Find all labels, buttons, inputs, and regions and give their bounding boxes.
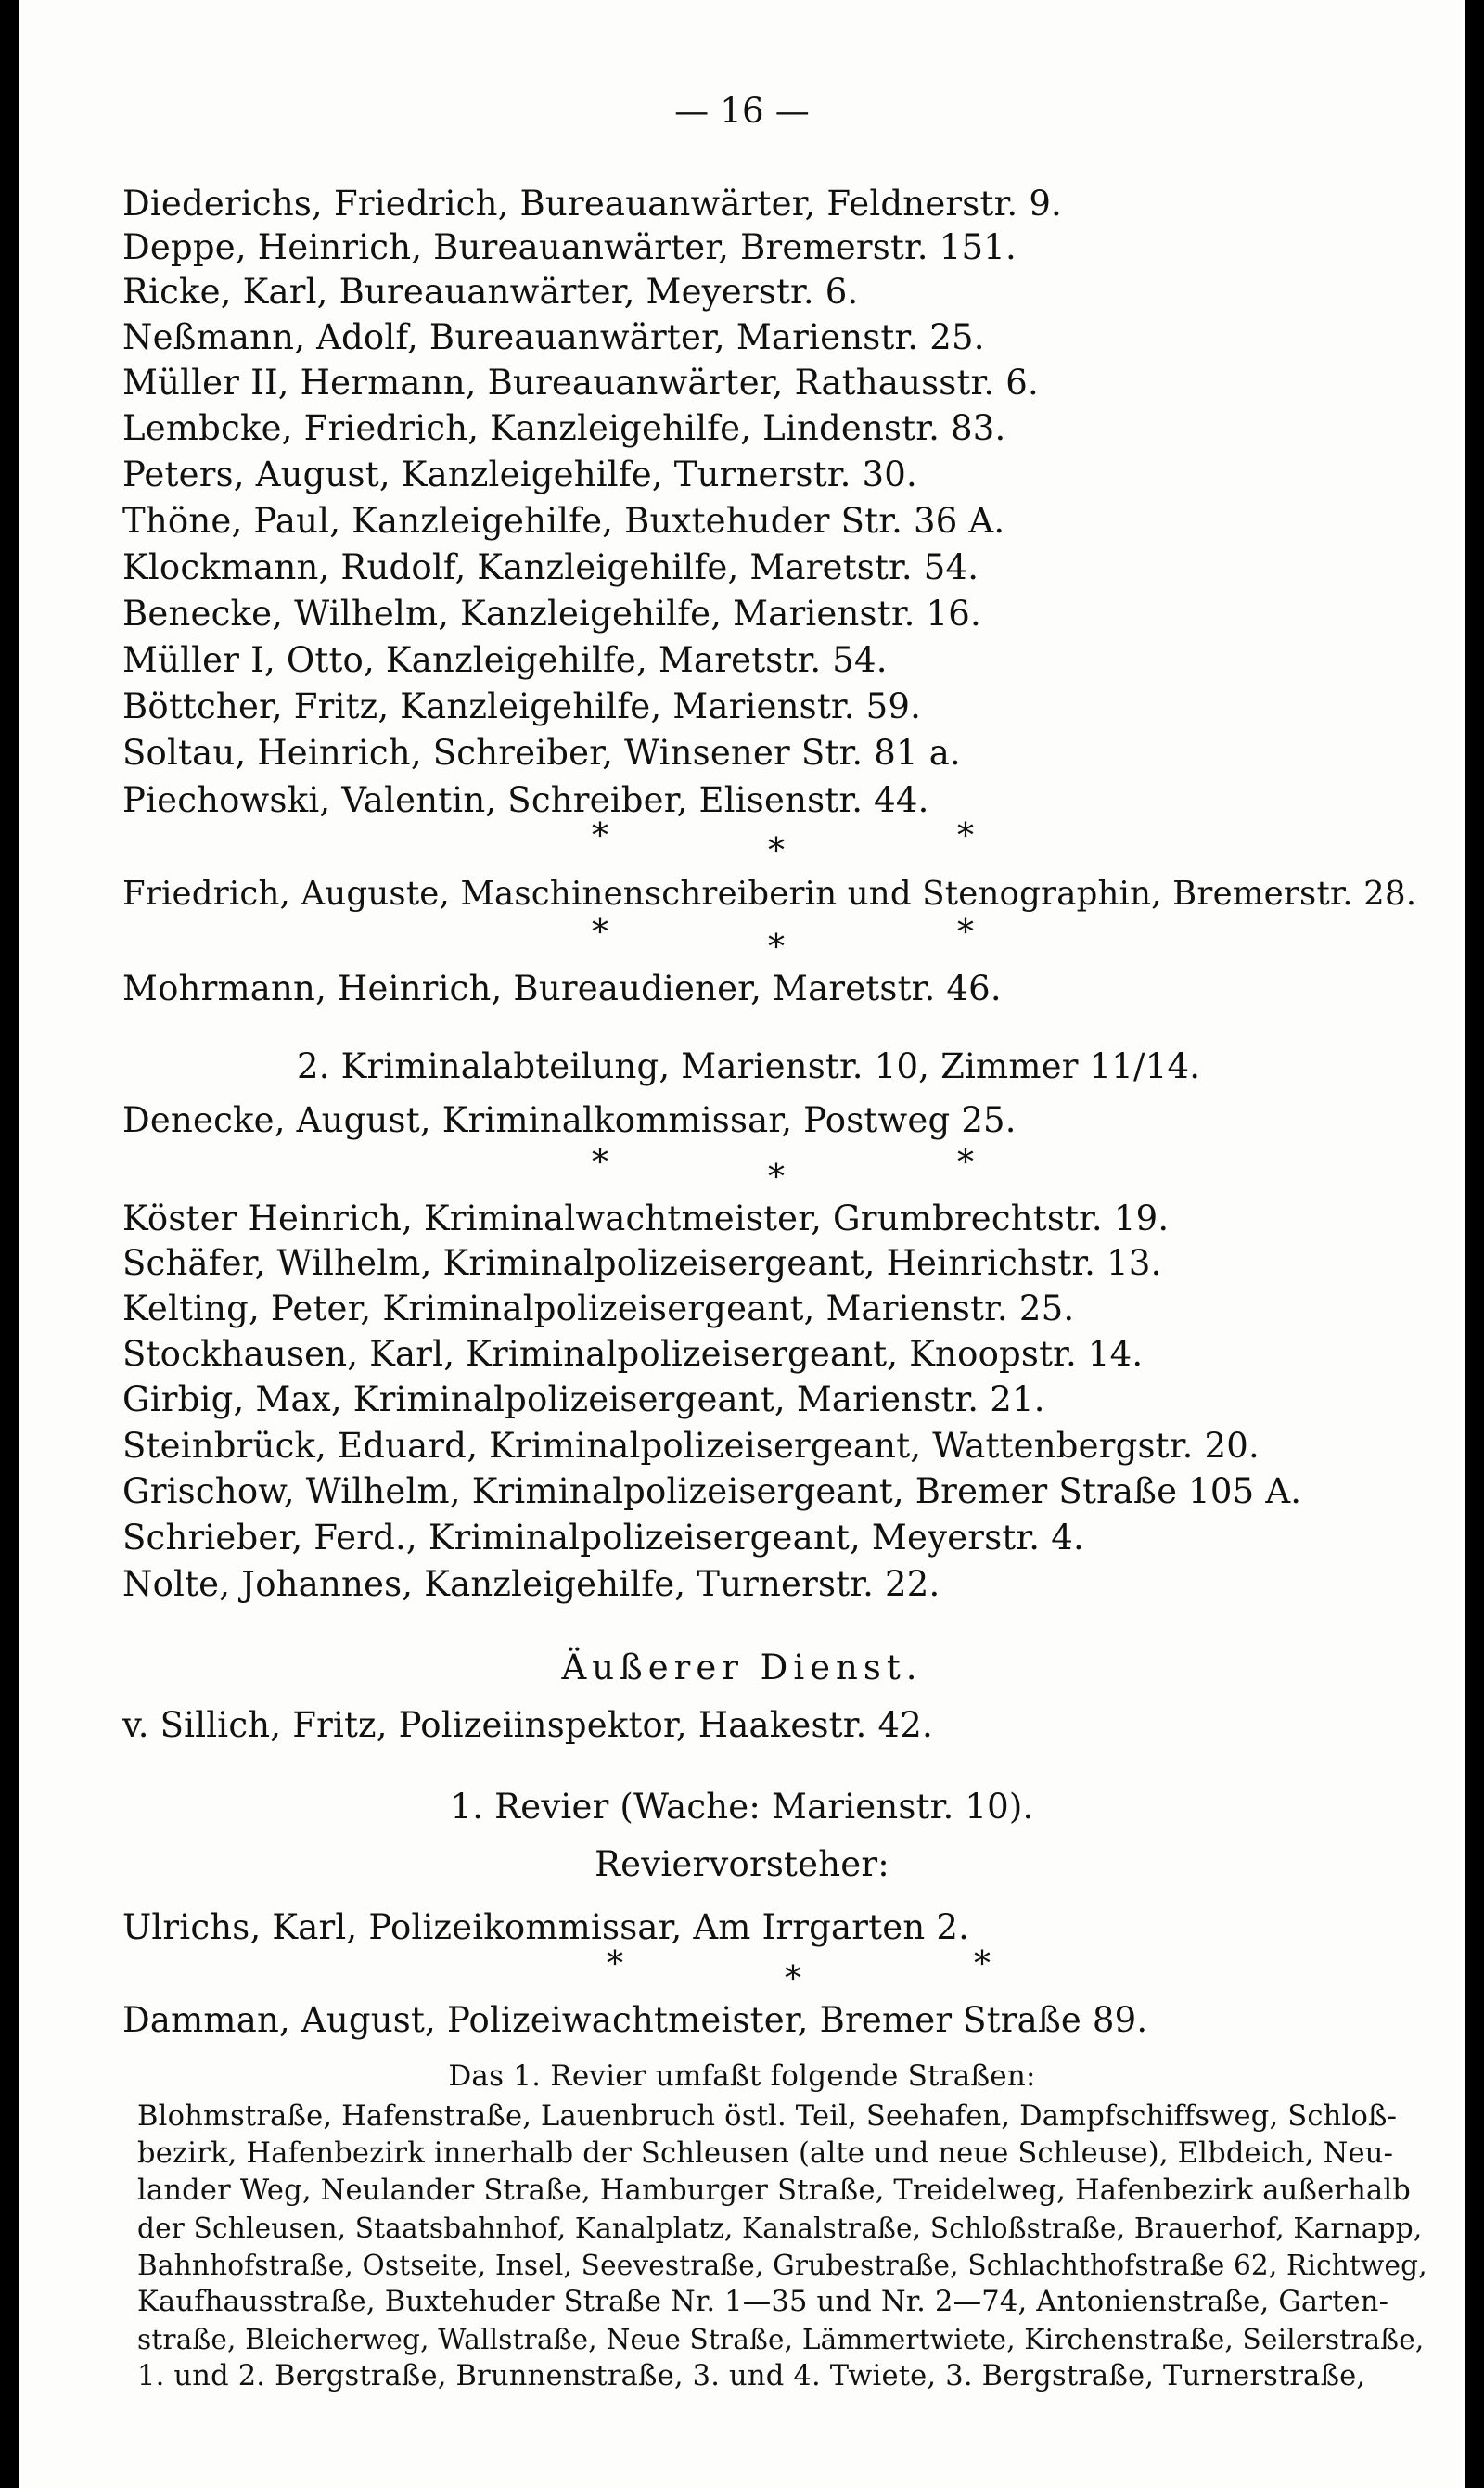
entry-line: Peters, August, Kanzleigehilfe, Turnerstr. 30.: [122, 455, 917, 494]
entry-line: v. Sillich, Fritz, Polizeiinspektor, Haakestr. 42.: [122, 1705, 933, 1745]
entry-line: Kelting, Peter, Kriminalpolizeisergeant, Marienstr. 25.: [122, 1289, 1075, 1328]
note-line: straße, Bleicherweg, Wallstraße, Neue Straße, Lämmertwiete, Kirchenstraße, Seilerstraße,: [137, 2324, 1425, 2355]
asterism-star: *: [974, 1945, 991, 1983]
entry-line: Böttcher, Fritz, Kanzleigehilfe, Marienstr. 59.: [122, 686, 922, 726]
asterism-divider: [19, 1144, 1465, 1197]
entry-line: Ricke, Karl, Bureauanwärter, Meyerstr. 6.: [122, 272, 859, 312]
entry-line: Diederichs, Friedrich, Bureauanwärter, Feldnerstr. 9.: [122, 184, 1063, 224]
entry-line: Denecke, August, Kriminalkommissar, Postweg 25.: [122, 1100, 1017, 1140]
entry-line: Schrieber, Ferd., Kriminalpolizeisergeant, Meyerstr. 4.: [122, 1518, 1084, 1558]
entry-line: Köster Heinrich, Kriminalwachtmeister, Grumbrechtstr. 19.: [122, 1199, 1170, 1238]
entry-line: Lembcke, Friedrich, Kanzleigehilfe, Lindenstr. 83.: [122, 408, 1006, 448]
entry-line: Soltau, Heinrich, Schreiber, Winsener Str. 81 a.: [122, 733, 961, 773]
asterism-star: *: [768, 832, 785, 870]
note-title: Das 1. Revier umfaßt folgende Straßen:: [448, 2059, 1036, 2093]
note-line: bezirk, Hafenbezirk innerhalb der Schleusen (alte und neue Schleuse), Elbdeich, Neu-: [137, 2137, 1394, 2170]
page-number: — 16 —: [674, 91, 810, 131]
entry-line: Steinbrück, Eduard, Kriminalpolizeisergeant, Wattenbergstr. 20.: [122, 1426, 1260, 1466]
entry-line: Neßmann, Adolf, Bureauanwärter, Marienstr. 25.: [122, 317, 985, 357]
asterism-star: *: [957, 817, 974, 855]
note-line: Kaufhausstraße, Buxtehuder Straße Nr. 1—35 und Nr. 2—74, Antonienstraße, Garten-: [137, 2286, 1389, 2318]
asterism-divider: [19, 817, 1465, 870]
entry-line: Nolte, Johannes, Kanzleigehilfe, Turnerstr. 22.: [122, 1564, 940, 1604]
section-heading: 2. Kriminalabteilung, Marienstr. 10, Zimmer 11/14.: [297, 1046, 1201, 1086]
asterism-star: *: [592, 1144, 608, 1182]
entry-line: Piechowski, Valentin, Schreiber, Elisenstr. 44.: [122, 780, 929, 820]
entry-line: Ulrichs, Karl, Polizeikommissar, Am Irrgarten 2.: [122, 1907, 970, 1947]
section-heading: 1. Revier (Wache: Marienstr. 10).: [450, 1787, 1034, 1827]
asterism-star: *: [592, 817, 608, 855]
document-page: [19, 0, 1465, 2488]
entry-line: Schäfer, Wilhelm, Kriminalpolizeisergeant, Heinrichstr. 13.: [122, 1243, 1162, 1283]
note-line: Blohmstraße, Hafenstraße, Lauenbruch östl. Teil, Seehafen, Dampfschiffsweg, Schloß-: [137, 2100, 1398, 2133]
section-heading: Äußerer Dienst.: [561, 1648, 923, 1687]
note-line: Bahnhofstraße, Ostseite, Insel, Seevestraße, Grubestraße, Schlachthofstraße 62, Richtweg,: [137, 2250, 1427, 2281]
sub-heading: Reviervorsteher:: [595, 1844, 889, 1884]
entry-line: Müller II, Hermann, Bureauanwärter, Rathausstr. 6.: [122, 363, 1040, 403]
entry-line: Girbig, Max, Kriminalpolizeisergeant, Marienstr. 21.: [122, 1379, 1045, 1419]
note-line: lander Weg, Neulander Straße, Hamburger Straße, Treidelweg, Hafenbezirk außerhalb: [137, 2174, 1412, 2207]
entry-line: Klockmann, Rudolf, Kanzleigehilfe, Maretstr. 54.: [122, 547, 979, 587]
entry-line: Damman, August, Polizeiwachtmeister, Bremer Straße 89.: [122, 2000, 1148, 2040]
entry-line: Thöne, Paul, Kanzleigehilfe, Buxtehuder Str. 36 A.: [122, 501, 1005, 541]
asterism-star: *: [768, 929, 785, 967]
entry-line: Friedrich, Auguste, Maschinenschreiberin und Stenographin, Bremerstr. 28.: [122, 875, 1417, 913]
asterism-star: *: [592, 914, 608, 952]
asterism-star: *: [768, 1159, 785, 1197]
entry-line: Grischow, Wilhelm, Kriminalpolizeisergeant, Bremer Straße 105 A.: [122, 1471, 1302, 1511]
asterism-star: *: [785, 1960, 801, 1998]
entry-line: Benecke, Wilhelm, Kanzleigehilfe, Marienstr. 16.: [122, 594, 982, 634]
asterism-star: *: [607, 1945, 623, 1983]
asterism-star: *: [957, 914, 974, 952]
asterism-divider: [19, 1945, 1465, 1998]
asterism-divider: [19, 914, 1465, 967]
entry-line: Mohrmann, Heinrich, Bureaudiener, Maretstr. 46.: [122, 968, 1002, 1008]
entry-line: Deppe, Heinrich, Bureauanwärter, Bremerstr. 151.: [122, 227, 1017, 267]
note-line: 1. und 2. Bergstraße, Brunnenstraße, 3. und 4. Twiete, 3. Bergstraße, Turnerstraße,: [137, 2360, 1366, 2392]
entry-line: Stockhausen, Karl, Kriminalpolizeisergeant, Knoopstr. 14.: [122, 1334, 1144, 1374]
entry-line: Müller I, Otto, Kanzleigehilfe, Maretstr. 54.: [122, 640, 888, 680]
note-line: der Schleusen, Staatsbahnhof, Kanalplatz, Kanalstraße, Schloßstraße, Brauerhof, Karnapp,: [137, 2212, 1423, 2244]
asterism-star: *: [957, 1144, 974, 1182]
